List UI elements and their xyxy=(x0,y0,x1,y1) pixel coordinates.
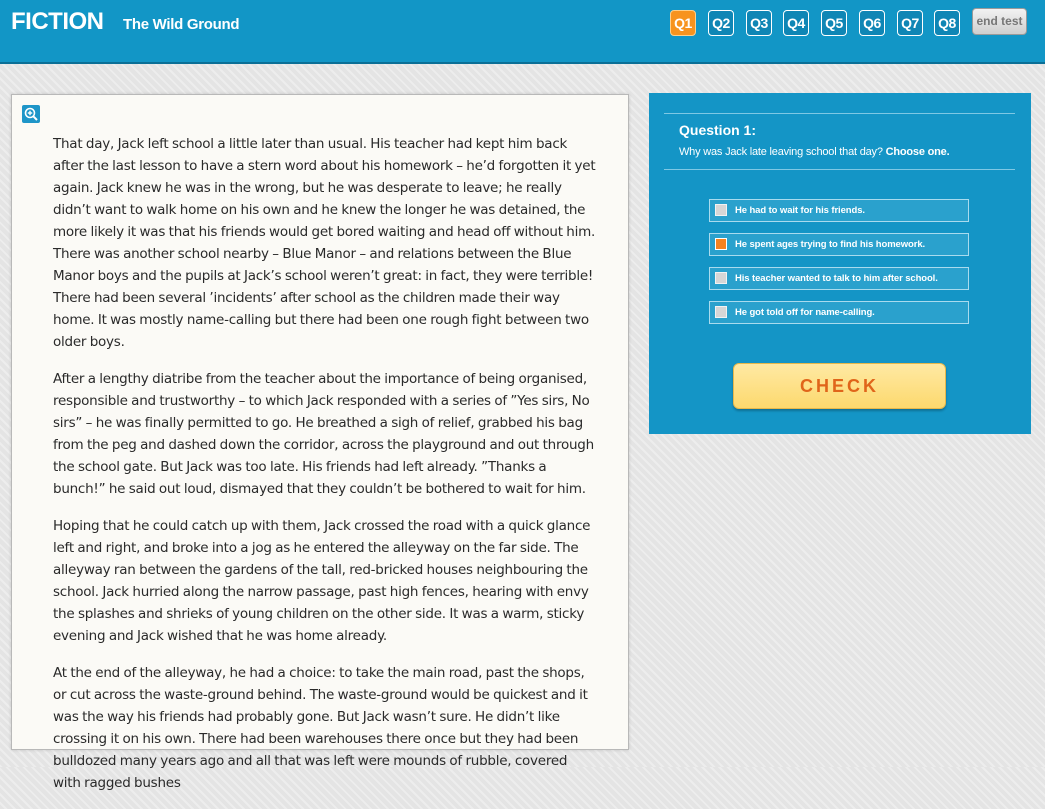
top-bar xyxy=(0,0,1045,64)
question-nav-q7[interactable]: Q7 xyxy=(897,10,923,36)
end-test-button[interactable]: end test xyxy=(972,8,1027,35)
answer-option-3[interactable] xyxy=(709,267,969,290)
reading-panel[interactable] xyxy=(11,94,629,791)
story-title: The Wild Ground xyxy=(123,16,240,33)
answer-option-label: He got told off for name-calling. xyxy=(735,307,875,318)
story-paragraph-3: Hoping that he could catch up with them, Jack crossed the road with a quick glance left and right, and broke into a jog as he entered the alleyway on the far side. The alleyway ran between the gardens of the tall, red-bricked houses neighbouring the school. Jack hurried along the narrow passage, past high fences, hearing with envy the splashes and shrieks of young children on the other side. It was a warm, sticky evening and Jack wished that he was home already. xyxy=(53,518,591,644)
story-text xyxy=(53,133,598,809)
zoom-in-icon[interactable] xyxy=(22,105,40,123)
check-button[interactable]: CHECK xyxy=(733,363,946,409)
question-instruction: Choose one. xyxy=(885,146,950,158)
story-paragraph-2: After a lengthy diatribe from the teacher about the importance of being organised, responsible and trustworthy – to which Jack responded with a series of ”Yes sirs, No sirs” – he was finally permitted to go. He breathed a sigh of relief, grabbed his bag from the peg and dashed down the corridor, across the playground and out through the school gate. But Jack was too late. His friends had left already. ”Thanks a bunch!” he said out loud, dismayed that they couldn’t be bothered to wait for him. xyxy=(53,371,594,497)
subject-label: FICTION xyxy=(11,8,104,35)
answer-option-2[interactable] xyxy=(709,233,969,256)
answer-option-label: His teacher wanted to talk to him after school. xyxy=(735,273,938,284)
answer-checkbox[interactable] xyxy=(715,306,727,318)
question-prompt: Why was Jack late leaving school that day? xyxy=(679,146,883,158)
question-panel xyxy=(649,93,1031,434)
question-nav-q3[interactable]: Q3 xyxy=(746,10,772,36)
story-paragraph-4: At the end of the alleyway, he had a choice: to take the main road, past the shops, or cut across the waste-ground behind. The waste-ground would be quickest and it was the way his friends had probably gone. But Jack wasn’t sure. He didn’t like crossing it on his own. There had been warehouses there once but they had been bulldozed many years ago and all that was left were mounds of rubble, covered with ragged bushes xyxy=(53,665,588,791)
answer-checkbox[interactable] xyxy=(715,204,727,216)
question-nav-q1[interactable]: Q1 xyxy=(670,10,696,36)
question-nav-q8[interactable]: Q8 xyxy=(934,10,960,36)
question-nav-q4[interactable]: Q4 xyxy=(783,10,809,36)
question-nav-q5[interactable]: Q5 xyxy=(821,10,847,36)
question-number: Question 1: xyxy=(679,122,757,138)
answer-option-label: He spent ages trying to find his homework. xyxy=(735,239,926,250)
question-text xyxy=(679,146,949,158)
question-nav-q2[interactable]: Q2 xyxy=(708,10,734,36)
answer-checkbox-checked[interactable] xyxy=(715,238,727,250)
answer-option-4[interactable] xyxy=(709,301,969,324)
story-paragraph-1: That day, Jack left school a little later than usual. His teacher had kept him back after the last lesson to have a stern word about his homework – he’d forgotten it yet again. Jack knew he was in the wrong, but he was desperate to leave; he really didn’t want to walk home on his own and he knew the longer he was detained, the more likely it was that his friends would get bored waiting and head off without him. There was another school nearby – Blue Manor – and relations between the Blue Manor boys and the pupils at Jack’s school weren’t great: in fact, they were terrible! There had been several ’incidents’ after school as the children made their way home. It was mostly name-calling but there had been one rough fight between two older boys. xyxy=(53,136,596,350)
answer-option-label: He had to wait for his friends. xyxy=(735,205,865,216)
answer-checkbox[interactable] xyxy=(715,272,727,284)
question-nav-q6[interactable]: Q6 xyxy=(859,10,885,36)
answer-option-1[interactable] xyxy=(709,199,969,222)
question-header xyxy=(664,113,1015,170)
